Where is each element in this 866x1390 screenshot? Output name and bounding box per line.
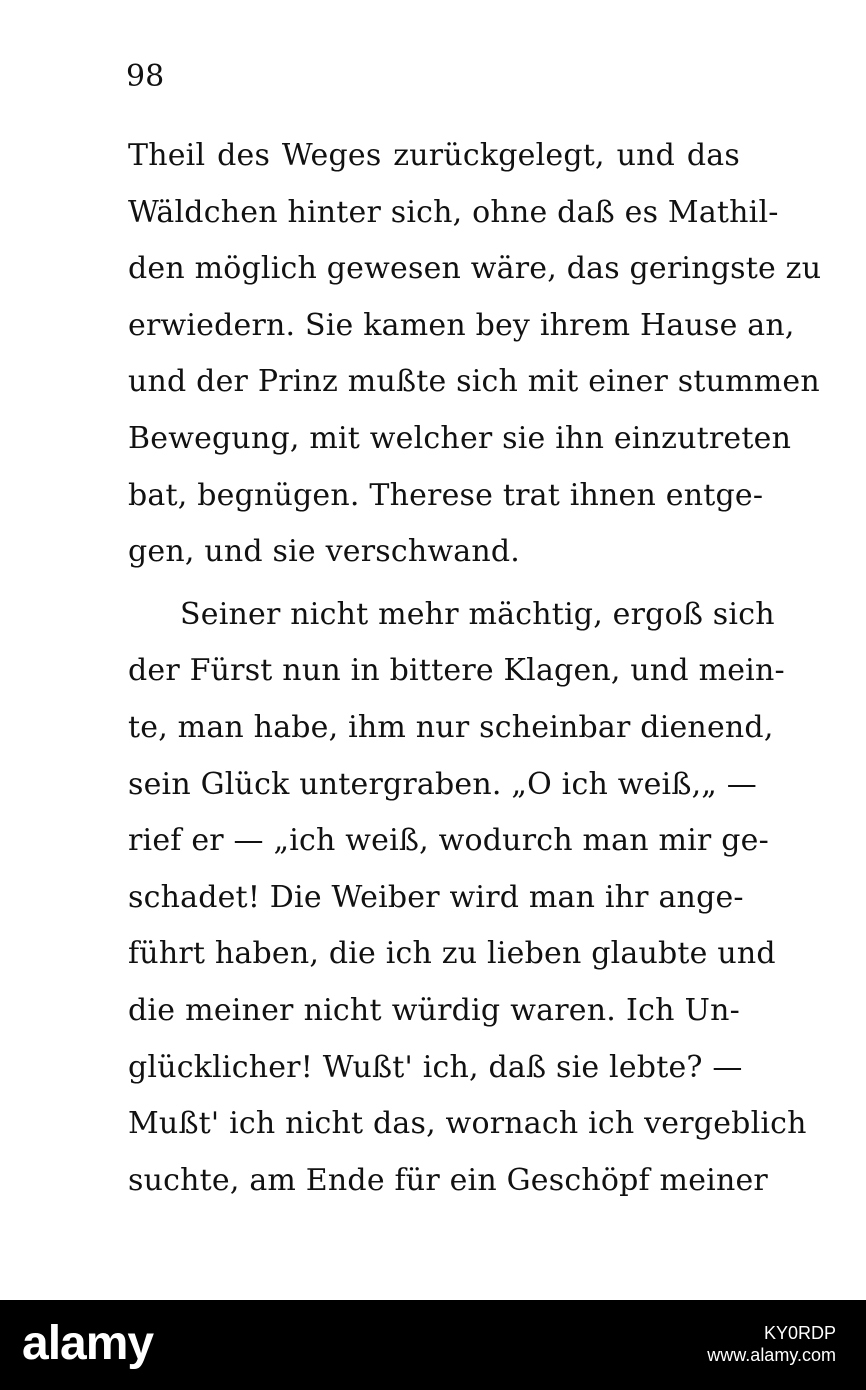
text-line: erwiedern. Sie kamen bey ihrem Hause an, bbox=[128, 307, 795, 343]
text-line: sein Glück untergraben. „O ich weiß,„ — bbox=[128, 766, 757, 802]
text-line: der Fürst nun in bittere Klagen, und mein- bbox=[128, 653, 785, 689]
text-line: suchte, am Ende für ein Geschöpf meiner bbox=[128, 1162, 768, 1198]
text-line: Seiner nicht mehr mächtig, ergoß sich bbox=[180, 596, 775, 632]
text-line: rief er — „ich weiß, wodurch man mir ge- bbox=[128, 823, 769, 859]
text-line: gen, und sie verschwand. bbox=[128, 534, 521, 570]
text-line: die meiner nicht würdig waren. Ich Un- bbox=[128, 992, 740, 1028]
text-line: glücklicher! Wußt' ich, daß sie lebte? — bbox=[128, 1049, 743, 1085]
text-line: und der Prinz mußte sich mit einer stummen bbox=[128, 364, 820, 400]
text-line: Bewegung, mit welcher sie ihn einzutreten bbox=[128, 420, 792, 456]
text-line: den möglich gewesen wäre, das geringste zu bbox=[128, 251, 822, 287]
watermark-url: www.alamy.com bbox=[707, 1345, 836, 1365]
watermark-logo: alamy bbox=[22, 1317, 154, 1370]
text-line: schadet! Die Weiber wird man ihr ange- bbox=[128, 879, 744, 915]
text-line: bat, begnügen. Therese trat ihnen entge- bbox=[128, 477, 764, 513]
text-line: Mußt' ich nicht das, wornach ich vergeblich bbox=[128, 1106, 807, 1142]
watermark-image-id: KY0RDP bbox=[763, 1323, 836, 1343]
text-line: führt haben, die ich zu lieben glaubte und bbox=[128, 936, 776, 972]
text-line: Theil des Weges zurückgelegt, und das bbox=[128, 138, 740, 173]
text-line: Wäldchen hinter sich, ohne daß es Mathil- bbox=[128, 194, 779, 230]
text-line: te, man habe, ihm nur scheinbar dienend, bbox=[128, 709, 774, 745]
page-number: 98 bbox=[126, 59, 165, 94]
page-text bbox=[128, 128, 822, 1209]
watermark-info bbox=[707, 1322, 836, 1366]
